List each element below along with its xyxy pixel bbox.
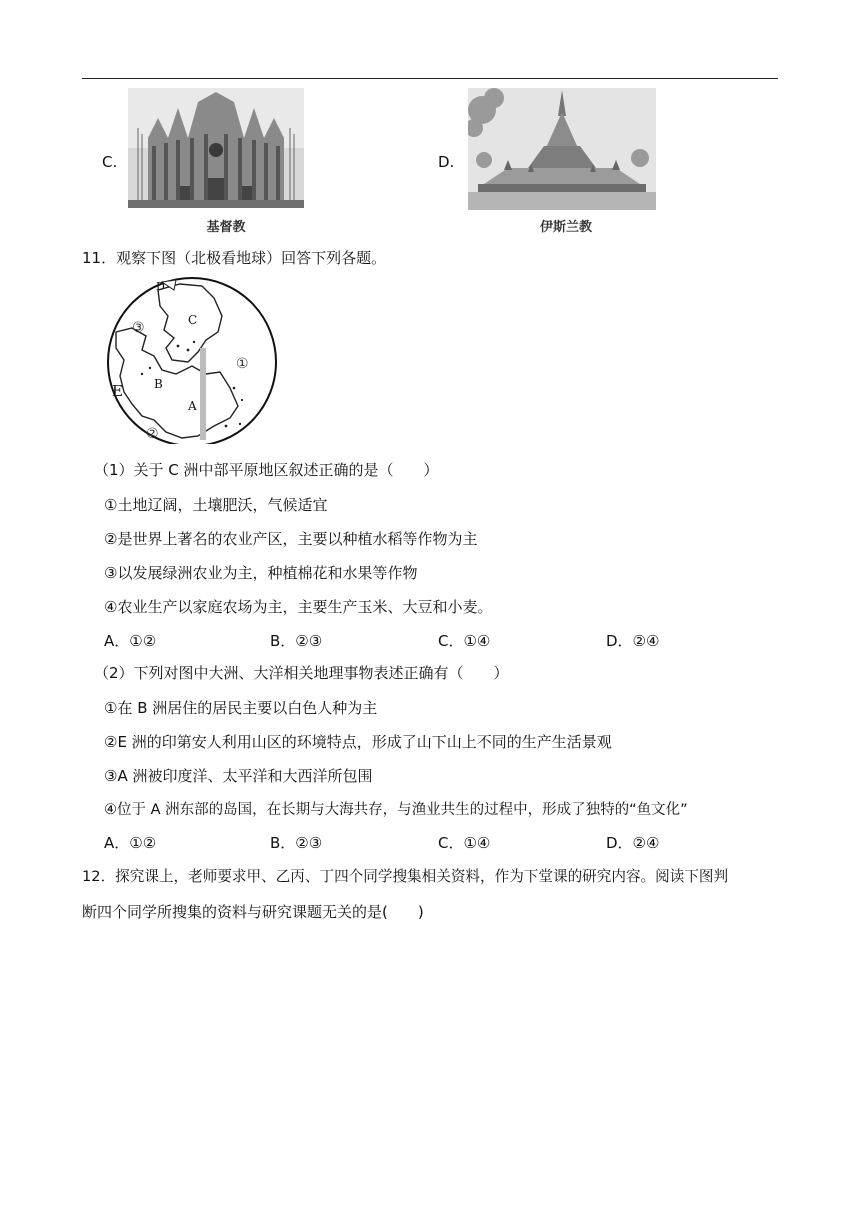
q11-sub2-item-2: ②E 洲的印第安人利用山区的环境特点，形成了山下山上不同的生产生活景观 [104,733,612,751]
q12-line-2: 断四个同学所搜集的资料与研究课题无关的是( ) [82,903,424,921]
q11-sub1-item-1: ①土地辽阔，土壤肥沃，气候适宜 [104,496,328,514]
map-label-2: ② [146,426,159,442]
map-label-e: E [112,382,123,400]
q11-sub1-choice-d[interactable]: D．②④ [606,632,660,650]
option-c-caption: 基督教 [206,220,246,235]
q11-sub1-item-4: ④农业生产以家庭农场为主，主要生产玉米、大豆和小麦。 [104,598,493,616]
q12-line-1: 12．探究课上，老师要求甲、乙丙、丁四个同学搜集相关资料，作为下堂课的研究内容。阅读下图判 [82,868,729,885]
q11-sub2-choice-a[interactable]: A．①② [104,834,157,852]
q11-sub2-choice-d[interactable]: D．②④ [606,834,660,852]
q11-sub1-item-2: ②是世界上著名的农业产区，主要以种植水稻等作物为主 [104,530,478,548]
option-c-label: C. [102,153,118,171]
map-label-a: A [188,399,197,413]
map-label-d: D [156,280,165,293]
q11-sub1-item-3: ③以发展绿洲农业为主，种植棉花和水果等作物 [104,564,418,582]
q11-sub1-choice-c[interactable]: C．①④ [438,632,491,650]
q11-stem: 11．观察下图（北极看地球）回答下列各题。 [82,249,387,267]
polar-map [102,276,282,444]
option-d-label: D. [438,153,455,171]
q11-sub2-stem: （2）下列对图中大洲、大洋相关地理事物表述正确有（ ） [94,664,509,682]
q11-sub1-stem: （1）关于 C 洲中部平原地区叙述正确的是（ ） [94,461,439,479]
q11-sub1-choice-b[interactable]: B．②③ [270,632,323,650]
q11-sub2-choice-b[interactable]: B．②③ [270,834,323,852]
q11-sub2-item-1: ①在 B 洲居住的居民主要以白色人种为主 [104,699,378,717]
q11-sub1-choice-a[interactable]: A．①② [104,632,157,650]
pagoda-photo [468,88,656,210]
header-rule [82,78,778,79]
option-d-caption: 伊斯兰教 [539,220,592,235]
map-label-b: B [154,377,163,391]
q11-sub2-item-4: ④位于 A 洲东部的岛国，在长期与大海共存，与渔业共生的过程中，形成了独特的“鱼文化” [104,802,688,818]
map-label-3: ③ [132,320,145,336]
q11-sub2-choice-c[interactable]: C．①④ [438,834,491,852]
map-label-c: C [188,313,198,327]
cathedral-photo [128,88,304,208]
map-label-1: ① [236,356,249,372]
q11-sub2-item-3: ③A 洲被印度洋、太平洋和大西洋所包围 [104,767,373,785]
